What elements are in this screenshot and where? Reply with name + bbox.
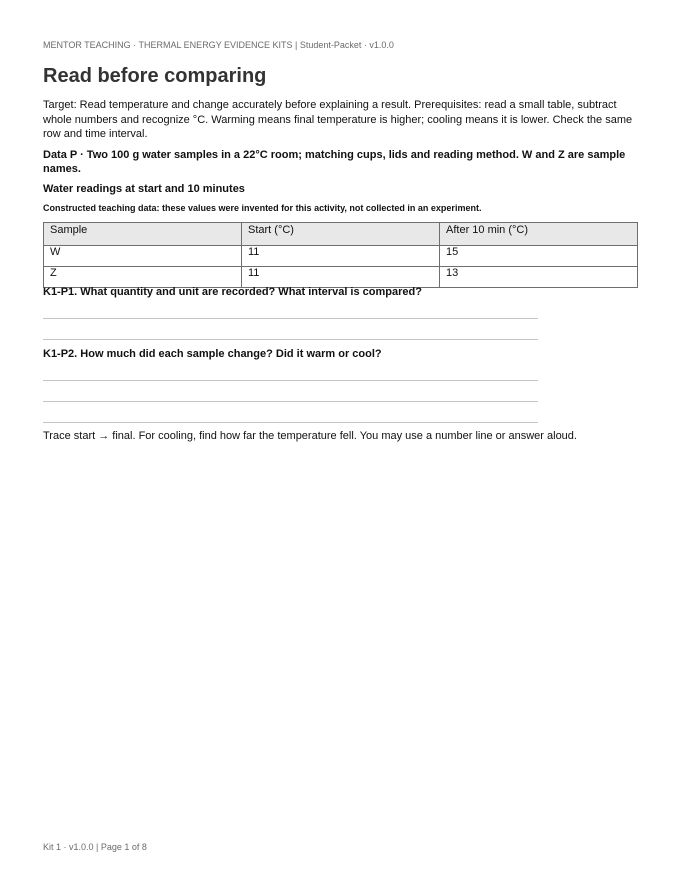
answer-line[interactable] <box>43 380 538 381</box>
table-cell: Z <box>44 267 242 288</box>
table-cell: W <box>44 246 242 267</box>
table-heading: Water readings at start and 10 minutes <box>43 183 245 195</box>
answer-line[interactable] <box>43 339 538 340</box>
page-footer: Kit 1 · v1.0.0 | Page 1 of 8 <box>43 842 147 852</box>
table-row <box>44 246 638 267</box>
answer-line[interactable] <box>43 401 538 402</box>
table-cell: 11 <box>242 246 440 267</box>
data-set-description: Data P · Two 100 g water samples in a 22°C room; matching cups, lids and reading method. W and Z are sample names. <box>43 149 626 175</box>
answer-line[interactable] <box>43 422 538 423</box>
hint-text: Trace start → final. For cooling, find how far the temperature fell. You may use a number line or answer aloud. <box>43 430 577 442</box>
column-header: Start (°C) <box>242 223 440 246</box>
column-header: Sample <box>44 223 242 246</box>
question-k1-p2: K1-P2. How much did each sample change? Did it warm or cool? <box>43 348 382 360</box>
table-header-row <box>44 223 638 246</box>
readings-table <box>43 222 638 288</box>
constructed-data-note: Constructed teaching data: these values were invented for this activity, not collected in an experiment. <box>43 203 482 213</box>
page-title: Read before comparing <box>43 65 267 87</box>
question-k1-p1: K1-P1. What quantity and unit are recorded? What interval is compared? <box>43 286 422 298</box>
column-header: After 10 min (°C) <box>440 223 638 246</box>
table-row <box>44 267 638 288</box>
intro-paragraph: Target: Read temperature and change accurately before explaining a result. Prerequisites: read a small table, subtract whole numbers and recognize °C. Warming means final temperature is higher; cooling means it is lower. Check the same row and time interval. <box>43 99 633 140</box>
table-cell: 15 <box>440 246 638 267</box>
answer-line[interactable] <box>43 318 538 319</box>
table-cell: 11 <box>242 267 440 288</box>
table-cell: 13 <box>440 267 638 288</box>
page-header: MENTOR TEACHING · THERMAL ENERGY EVIDENCE KITS | Student-Packet · v1.0.0 <box>43 40 394 50</box>
